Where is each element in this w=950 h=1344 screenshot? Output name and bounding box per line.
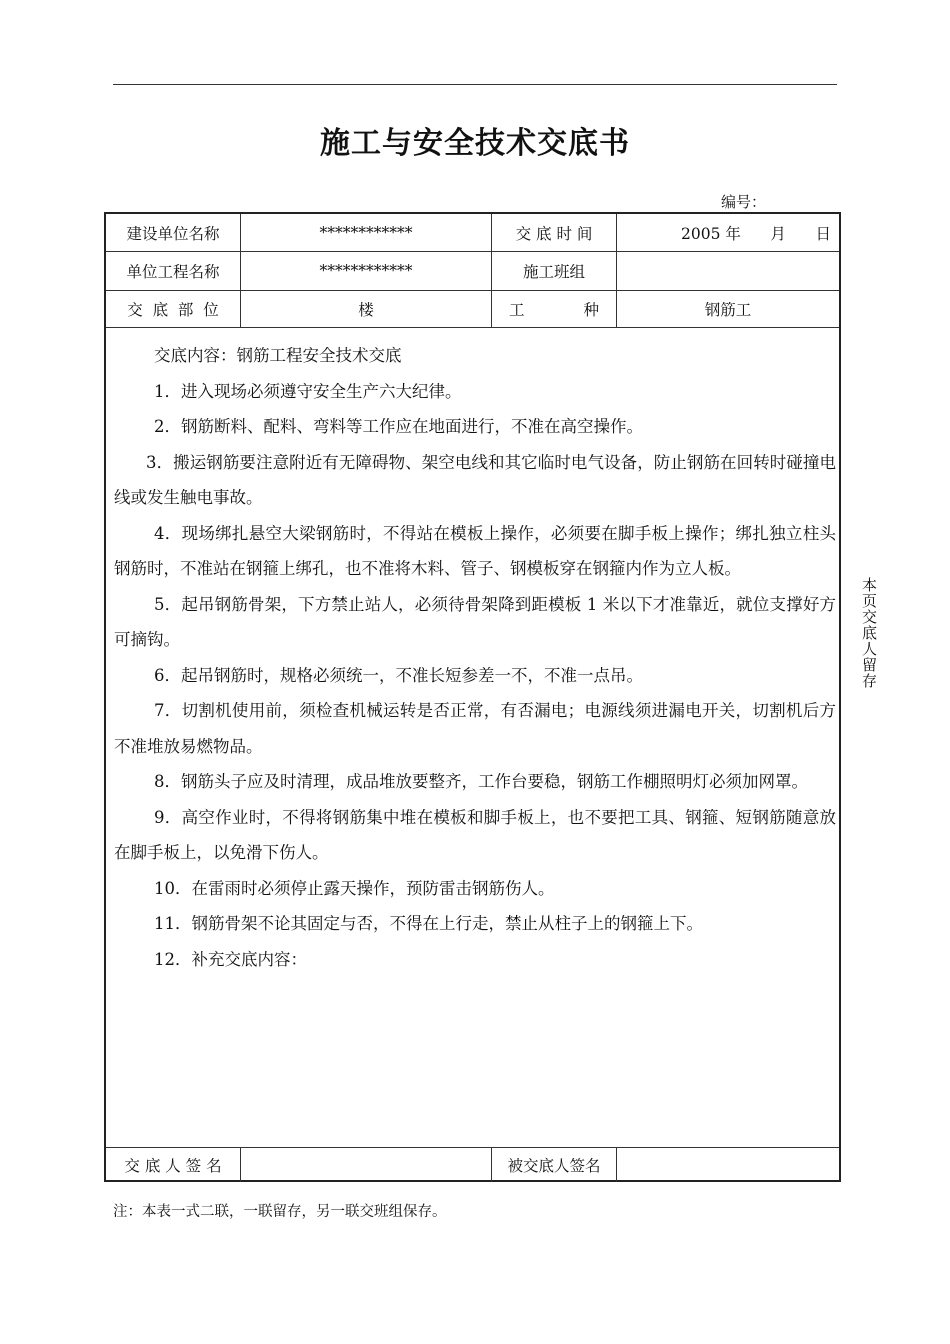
content-item: 4．现场绑扎悬空大梁钢筋时，不得站在模板上操作，必须要在脚手板上操作；绑扎独立柱头钢筋时，不准站在钢箍上绑孔，也不准将木料、管子、钢模板穿在钢箍内作为立人板。 [114,523,836,578]
content-item: 8．钢筋头子应及时清理，成品堆放要整齐，工作台要稳，钢筋工作棚照明灯必须加网罩。 [154,772,808,791]
disclosure-time-label: 交 底 时 间 [515,224,593,243]
content-item: 3．搬运钢筋要注意附近有无障碍物、架空电线和其它临时电气设备，防止钢筋在回转时碰撞电线或发生触电事故。 [114,452,836,507]
trade-value[interactable]: 钢筋工 [704,301,752,319]
content-item: 6．起吊钢筋时，规格必须统一，不准长短参差一不，不准一点吊。 [154,665,643,685]
giver-signature-label: 交 底 人 签 名 [124,1157,222,1175]
giver-signature-field[interactable] [241,1148,491,1182]
document-title: 施工与安全技术交底书 [320,126,630,161]
content-item: 11．钢筋骨架不论其固定与否，不得在上行走，禁止从柱子上的钢箍上下。 [154,914,703,933]
content-heading: 交底内容：钢筋工程安全技术交底 [154,346,402,365]
disclosure-location-value[interactable]: 楼 [358,301,374,319]
row-divider [106,327,839,328]
construction-unit-value[interactable]: ************ [319,223,413,242]
side-note: 本页交底人留存 [860,577,878,689]
work-team-label: 施工班组 [522,263,585,281]
disclosure-time-value[interactable]: 2005 年 月 日 [681,224,831,243]
construction-unit-label: 建设单位名称 [126,224,220,243]
content-item: 12．补充交底内容： [154,949,307,969]
content-item: 5．起吊钢筋骨架，下方禁止站人，必须待骨架降到距模板 1 米以下才准靠近，就位支撑好方可摘钩。 [114,594,836,649]
footnote: 注：本表一式二联，一联留存，另一联交班组保存。 [113,1204,447,1220]
disclosure-content [114,338,836,977]
receiver-signature-field[interactable] [617,1148,839,1182]
work-team-value[interactable] [617,252,839,290]
number-label: 编号： [721,193,767,211]
project-name-value[interactable]: ************ [319,262,413,280]
disclosure-form [104,212,841,1182]
content-item: 10．在雷雨时必须停止露天操作，预防雷击钢筋伤人。 [154,878,555,898]
content-item: 9．高空作业时，不得将钢筋集中堆在模板和脚手板上，也不要把工具、钢箍、短钢筋随意放在脚手板上，以免滑下伤人。 [114,807,836,862]
trade-label: 工 种 [508,301,600,319]
content-item: 7．切割机使用前，须检查机械运转是否正常，有否漏电；电源线须进漏电开关，切割机后方不准堆放易燃物品。 [114,701,836,756]
disclosure-location-label: 交 底 部 位 [127,301,219,319]
content-item: 2．钢筋断料、配料、弯料等工作应在地面进行，不准在高空操作。 [154,417,643,436]
project-name-label: 单位工程名称 [126,263,220,281]
top-rule [113,84,837,85]
content-item: 1．进入现场必须遵守安全生产六大纪律。 [154,381,462,401]
receiver-signature-label: 被交底人签名 [507,1157,601,1175]
